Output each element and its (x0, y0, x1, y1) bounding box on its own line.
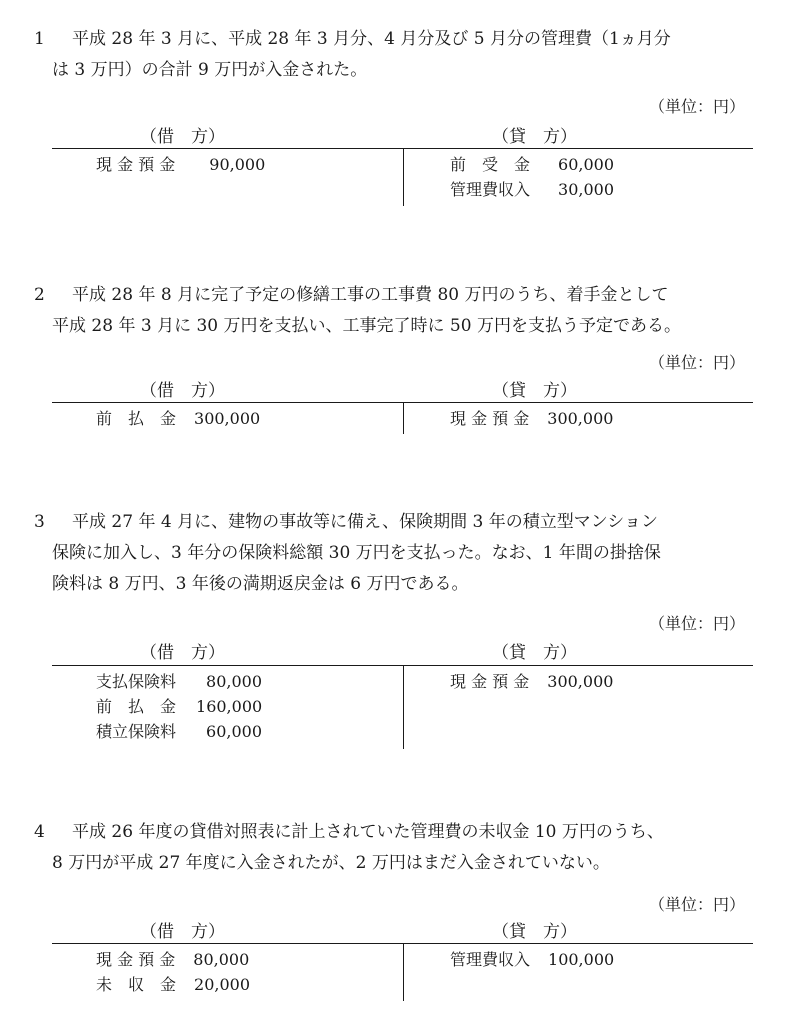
question-text (0, 24, 785, 86)
account-name: 積立保険料 (96, 722, 177, 741)
debit-entry (96, 947, 249, 972)
question-text (0, 280, 785, 342)
unit-label: （単位：円） (648, 614, 745, 633)
amount: 90,000 (209, 155, 266, 174)
amount: 160,000 (196, 697, 263, 716)
account-name: 前 受 金 (450, 155, 531, 174)
section-3 (0, 507, 785, 741)
account-name: 現 金 預 金 (450, 672, 530, 691)
credit-entry (450, 947, 614, 972)
question-number: 4 (34, 822, 45, 842)
account-name: 管理費収入 (450, 180, 531, 199)
unit-label: （単位：円） (648, 97, 745, 116)
credit-header: （貸 方） (492, 643, 577, 663)
question-line: 平成 28 年 3 月に、平成 28 年 3 月分、4 月分及び 5 月分の管理費（1ヵ月分 (72, 29, 671, 49)
question-line: 平成 28 年 8 月に完了予定の修繕工事の工事費 80 万円のうち、着手金として (72, 285, 669, 305)
debit-header: （借 方） (140, 381, 225, 401)
credit-header: （貸 方） (492, 922, 577, 942)
amount: 300,000 (547, 672, 614, 691)
debit-entry (96, 669, 262, 694)
column-divider (403, 665, 404, 749)
debit-entry (96, 406, 260, 431)
question-line: 険料は 8 万円、3 年後の満期返戻金は 6 万円である。 (52, 574, 469, 594)
amount: 80,000 (193, 950, 250, 969)
question-line: 平成 26 年度の貸借対照表に計上されていた管理費の未収金 10 万円のうち、 (72, 822, 664, 842)
debit-header: （借 方） (140, 922, 225, 942)
question-line: 8 万円が平成 27 年度に入金されたが、2 万円はまだ入金されていない。 (52, 853, 610, 873)
credit-header: （貸 方） (492, 381, 577, 401)
account-name: 前 払 金 (96, 409, 177, 428)
unit-label: （単位：円） (648, 895, 745, 914)
amount: 300,000 (547, 409, 614, 428)
account-name: 現 金 預 金 (96, 155, 176, 174)
section-2 (0, 280, 785, 428)
account-name: 支払保険料 (96, 672, 177, 691)
debit-header: （借 方） (140, 643, 225, 663)
question-number: 1 (34, 29, 45, 49)
amount: 20,000 (194, 975, 250, 994)
column-divider (403, 943, 404, 1001)
amount: 100,000 (548, 950, 615, 969)
amount: 80,000 (206, 672, 262, 691)
amount: 60,000 (206, 722, 262, 741)
question-line: 平成 28 年 3 月に 30 万円を支払い、工事完了時に 50 万円を支払う予定である。 (52, 316, 681, 336)
question-text (0, 817, 785, 879)
debit-header: （借 方） (140, 127, 225, 147)
section-4 (0, 817, 785, 994)
account-name: 現 金 預 金 (450, 409, 530, 428)
debit-entry (96, 694, 262, 719)
question-line: は 3 万円）の合計 9 万円が入金された。 (52, 60, 368, 80)
credit-entry (450, 152, 614, 177)
amount: 30,000 (558, 180, 614, 199)
question-text (0, 507, 785, 600)
account-name: 現 金 預 金 (96, 950, 176, 969)
column-divider (403, 402, 404, 434)
question-line: 保険に加入し、3 年分の保険料総額 30 万円を支払った。なお、1 年間の掛捨保 (52, 543, 661, 563)
account-name: 前 払 金 (96, 697, 177, 716)
amount: 60,000 (558, 155, 614, 174)
account-name: 管理費収入 (450, 950, 531, 969)
question-line: 平成 27 年 4 月に、建物の事故等に備え、保険期間 3 年の積立型マンション (72, 512, 658, 532)
credit-header: （貸 方） (492, 127, 577, 147)
debit-entry (96, 972, 250, 997)
amount: 300,000 (194, 409, 261, 428)
unit-label: （単位：円） (648, 353, 745, 372)
debit-entry (96, 719, 262, 744)
credit-entry (450, 177, 614, 202)
credit-entry (450, 406, 613, 431)
account-name: 未 収 金 (96, 975, 177, 994)
question-number: 2 (34, 285, 45, 305)
section-1 (0, 24, 785, 199)
credit-entry (450, 669, 613, 694)
column-divider (403, 148, 404, 206)
question-number: 3 (34, 512, 45, 532)
debit-entry (96, 152, 265, 177)
